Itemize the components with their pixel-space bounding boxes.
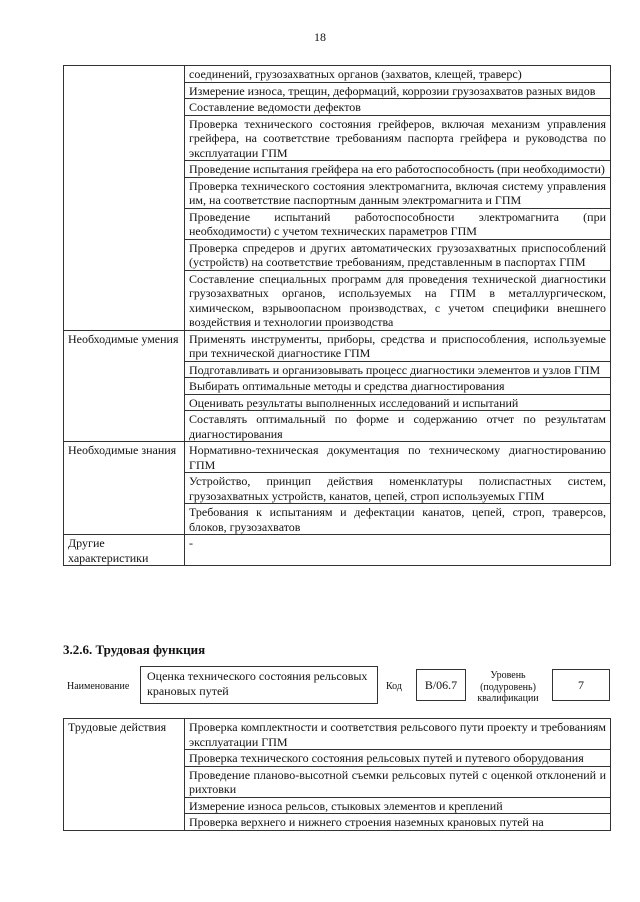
page-number: 18 xyxy=(314,30,326,44)
table-row xyxy=(64,330,611,361)
section-title: 3.2.6. Трудовая функция xyxy=(63,642,206,657)
table-cell: Составлять оптимальный по форме и содержанию отчет по результатам диагностирования xyxy=(185,411,611,442)
table-row xyxy=(64,442,611,473)
other-label: Другие характеристики xyxy=(64,535,185,566)
table-cell: Оценивать результаты выполненных исследований и испытаний xyxy=(185,394,611,411)
table-cell: Проверка технического состояния рельсовых путей и путевого оборудования xyxy=(185,750,611,767)
table-cell: - xyxy=(185,535,611,566)
code-label: Код xyxy=(386,681,402,692)
table-cell: Подготавливать и организовывать процесс диагностики элементов и узлов ГПМ xyxy=(185,361,611,378)
competency-table xyxy=(63,65,611,566)
table-cell: Применять инструменты, приборы, средства и приспособления, используемые при технической диагностике ГПМ xyxy=(185,330,611,361)
table-cell: Проверка спредеров и других автоматических грузозахватных приспособлений (устройств) на соответствие требованиям, представленным в паспортах ГПМ xyxy=(185,239,611,270)
table-cell: Требования к испытаниям и дефектации канатов, цепей, строп, траверсов, блоков, грузозахватов xyxy=(185,504,611,535)
table-cell: Измерение износа, трещин, деформаций, коррозии грузозахватов разных видов xyxy=(185,82,611,99)
table-cell: Проверка верхнего и нижнего строения наземных крановых путей на xyxy=(185,814,611,831)
continued-label-cell xyxy=(64,66,185,331)
table-cell: Проверка комплектности и соответствия рельсового пути проекту и требованиям эксплуатации ГПМ xyxy=(185,719,611,750)
table-cell: Нормативно-техническая документация по техническому диагностированию ГПМ xyxy=(185,442,611,473)
table-cell: Проведение испытаний работоспособности электромагнита (при необходимости) с учетом технических параметров ГПМ xyxy=(185,208,611,239)
table-cell: Проведение испытания грейфера на его работоспособность (при необходимости) xyxy=(185,161,611,178)
labor-actions-table xyxy=(63,718,611,831)
level-box: 7 xyxy=(552,669,610,701)
actions-label: Трудовые действия xyxy=(64,719,185,831)
table-cell: Проверка технического состояния электромагнита, включая систему управления им, на соответствие паспортным данным электромагнита и ГПМ xyxy=(185,177,611,208)
table-cell: Устройство, принцип действия номенклатуры полиспастных систем, грузозахватных устройств, канатов, цепей, строп используемых ГПМ xyxy=(185,473,611,504)
level-label: Уровень (подуровень) квалификации xyxy=(477,670,539,704)
knowledge-label: Необходимые знания xyxy=(64,442,185,535)
code-box: B/06.7 xyxy=(416,669,466,701)
table-row xyxy=(64,719,611,750)
table-cell: соединений, грузозахватных органов (захватов, клещей, траверс) xyxy=(185,66,611,83)
table-cell: Измерение износа рельсов, стыковых элементов и креплений xyxy=(185,797,611,814)
skills-label: Необходимые умения xyxy=(64,330,185,442)
table-row xyxy=(64,66,611,83)
name-label: Наименование xyxy=(67,681,130,692)
table-cell: Составление специальных программ для проведения технической диагностики грузозахватных органов, используемых на ГПМ в металлургическом, химическом, взрывоопасном производствах, с учетом специфики внешнего воздействия и технологии производства xyxy=(185,270,611,330)
table-cell: Составление ведомости дефектов xyxy=(185,99,611,116)
table-cell: Проведение планово-высотной съемки рельсовых путей с оценкой отклонений и рихтовки xyxy=(185,766,611,797)
function-name-box: Оценка технического состояния рельсовых крановых путей xyxy=(140,666,378,704)
table-cell: Проверка технического состояния грейферов, включая механизм управления грейфера, на соответствие требованиям паспорта грейфера и руководства по эксплуатации ГПМ xyxy=(185,115,611,161)
table-row xyxy=(64,535,611,566)
table-cell: Выбирать оптимальные методы и средства диагностирования xyxy=(185,378,611,395)
